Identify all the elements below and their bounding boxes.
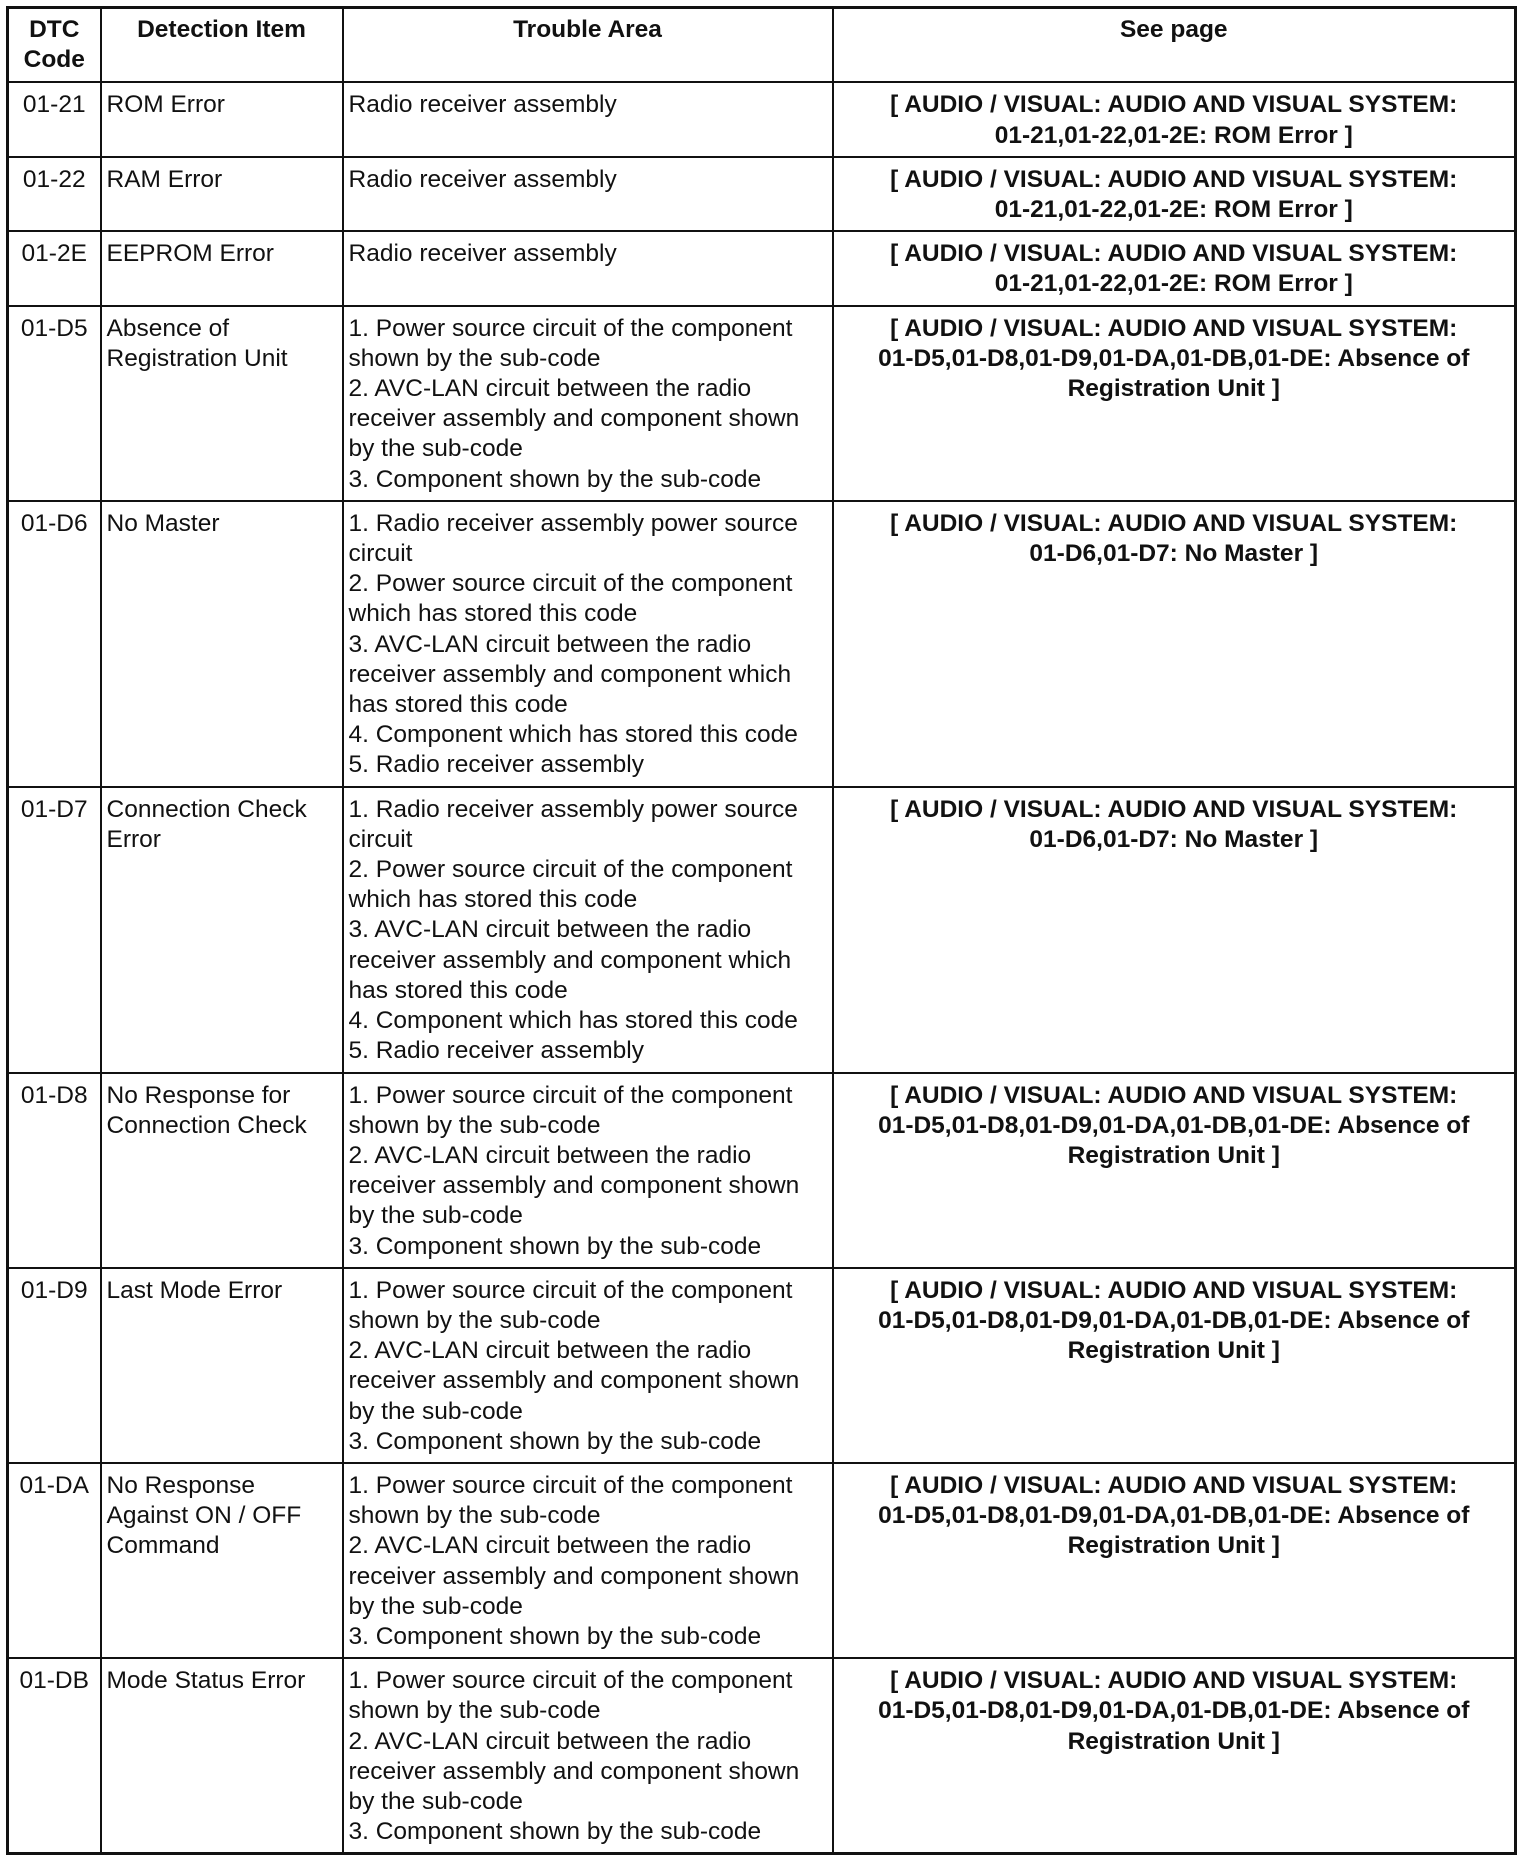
trouble-area-cell: 1. Power source circuit of the component shown by the sub-code 2. AVC-LAN circuit between the radio receiver assembly and component shown by the sub-code 3. Component shown by the sub-code <box>343 1268 833 1463</box>
see-page-link[interactable]: [ AUDIO / VISUAL: AUDIO AND VISUAL SYSTEM: 01-D5,01-D8,01-D9,01-DA,01-DB,01-DE: Absence of Registration Unit ] <box>833 1463 1516 1658</box>
trouble-area-cell: 1. Power source circuit of the component shown by the sub-code 2. AVC-LAN circuit between the radio receiver assembly and component shown by the sub-code 3. Component shown by the sub-code <box>343 306 833 501</box>
detection-item-cell: No Master <box>101 501 343 787</box>
trouble-area-cell: 1. Power source circuit of the component shown by the sub-code 2. AVC-LAN circuit between the radio receiver assembly and component shown by the sub-code 3. Component shown by the sub-code <box>343 1463 833 1658</box>
trouble-area-cell: 1. Radio receiver assembly power source circuit 2. Power source circuit of the component which has stored this code 3. AVC-LAN circuit between the radio receiver assembly and component which has stored this code 4. Component which has stored this code 5. Radio receiver assembly <box>343 787 833 1073</box>
dtc-code-cell: 01-2E <box>8 231 101 305</box>
table-header-row <box>8 8 1516 83</box>
dtc-code-cell: 01-D8 <box>8 1073 101 1268</box>
table-row <box>8 1463 1516 1658</box>
see-page-link[interactable]: [ AUDIO / VISUAL: AUDIO AND VISUAL SYSTEM: 01-21,01-22,01-2E: ROM Error ] <box>833 82 1516 156</box>
table-row <box>8 82 1516 156</box>
dtc-code-cell: 01-22 <box>8 157 101 231</box>
see-page-link[interactable]: [ AUDIO / VISUAL: AUDIO AND VISUAL SYSTEM: 01-D5,01-D8,01-D9,01-DA,01-DB,01-DE: Absence of Registration Unit ] <box>833 306 1516 501</box>
detection-item-cell: No Response Against ON / OFF Command <box>101 1463 343 1658</box>
dtc-code-cell: 01-D5 <box>8 306 101 501</box>
header-trouble-area: Trouble Area <box>343 8 833 83</box>
table-row <box>8 1268 1516 1463</box>
detection-item-cell: ROM Error <box>101 82 343 156</box>
detection-item-cell: Absence of Registration Unit <box>101 306 343 501</box>
detection-item-cell: Connection Check Error <box>101 787 343 1073</box>
table-row <box>8 231 1516 305</box>
see-page-link[interactable]: [ AUDIO / VISUAL: AUDIO AND VISUAL SYSTEM: 01-D6,01-D7: No Master ] <box>833 787 1516 1073</box>
table-row <box>8 787 1516 1073</box>
header-dtc-code: DTC Code <box>8 8 101 83</box>
dtc-code-cell: 01-DB <box>8 1658 101 1854</box>
see-page-link[interactable]: [ AUDIO / VISUAL: AUDIO AND VISUAL SYSTEM: 01-D5,01-D8,01-D9,01-DA,01-DB,01-DE: Absence of Registration Unit ] <box>833 1073 1516 1268</box>
detection-item-cell: EEPROM Error <box>101 231 343 305</box>
trouble-area-cell: 1. Power source circuit of the component shown by the sub-code 2. AVC-LAN circuit between the radio receiver assembly and component shown by the sub-code 3. Component shown by the sub-code <box>343 1658 833 1854</box>
dtc-code-cell: 01-D7 <box>8 787 101 1073</box>
detection-item-cell: Mode Status Error <box>101 1658 343 1854</box>
dtc-table <box>6 6 1517 1855</box>
table-row <box>8 157 1516 231</box>
table-row <box>8 1658 1516 1854</box>
table-row <box>8 1073 1516 1268</box>
table-row <box>8 306 1516 501</box>
trouble-area-cell: Radio receiver assembly <box>343 157 833 231</box>
see-page-link[interactable]: [ AUDIO / VISUAL: AUDIO AND VISUAL SYSTEM: 01-D5,01-D8,01-D9,01-DA,01-DB,01-DE: Absence of Registration Unit ] <box>833 1658 1516 1854</box>
detection-item-cell: Last Mode Error <box>101 1268 343 1463</box>
see-page-link[interactable]: [ AUDIO / VISUAL: AUDIO AND VISUAL SYSTEM: 01-21,01-22,01-2E: ROM Error ] <box>833 231 1516 305</box>
trouble-area-cell: 1. Power source circuit of the component shown by the sub-code 2. AVC-LAN circuit between the radio receiver assembly and component shown by the sub-code 3. Component shown by the sub-code <box>343 1073 833 1268</box>
detection-item-cell: No Response for Connection Check <box>101 1073 343 1268</box>
detection-item-cell: RAM Error <box>101 157 343 231</box>
header-detection-item: Detection Item <box>101 8 343 83</box>
see-page-link[interactable]: [ AUDIO / VISUAL: AUDIO AND VISUAL SYSTEM: 01-D5,01-D8,01-D9,01-DA,01-DB,01-DE: Absence of Registration Unit ] <box>833 1268 1516 1463</box>
dtc-code-cell: 01-D6 <box>8 501 101 787</box>
see-page-link[interactable]: [ AUDIO / VISUAL: AUDIO AND VISUAL SYSTEM: 01-D6,01-D7: No Master ] <box>833 501 1516 787</box>
trouble-area-cell: Radio receiver assembly <box>343 231 833 305</box>
header-see-page: See page <box>833 8 1516 83</box>
trouble-area-cell: 1. Radio receiver assembly power source circuit 2. Power source circuit of the component which has stored this code 3. AVC-LAN circuit between the radio receiver assembly and component which has stored this code 4. Component which has stored this code 5. Radio receiver assembly <box>343 501 833 787</box>
dtc-code-cell: 01-DA <box>8 1463 101 1658</box>
dtc-code-cell: 01-21 <box>8 82 101 156</box>
trouble-area-cell: Radio receiver assembly <box>343 82 833 156</box>
dtc-code-cell: 01-D9 <box>8 1268 101 1463</box>
table-row <box>8 501 1516 787</box>
see-page-link[interactable]: [ AUDIO / VISUAL: AUDIO AND VISUAL SYSTEM: 01-21,01-22,01-2E: ROM Error ] <box>833 157 1516 231</box>
